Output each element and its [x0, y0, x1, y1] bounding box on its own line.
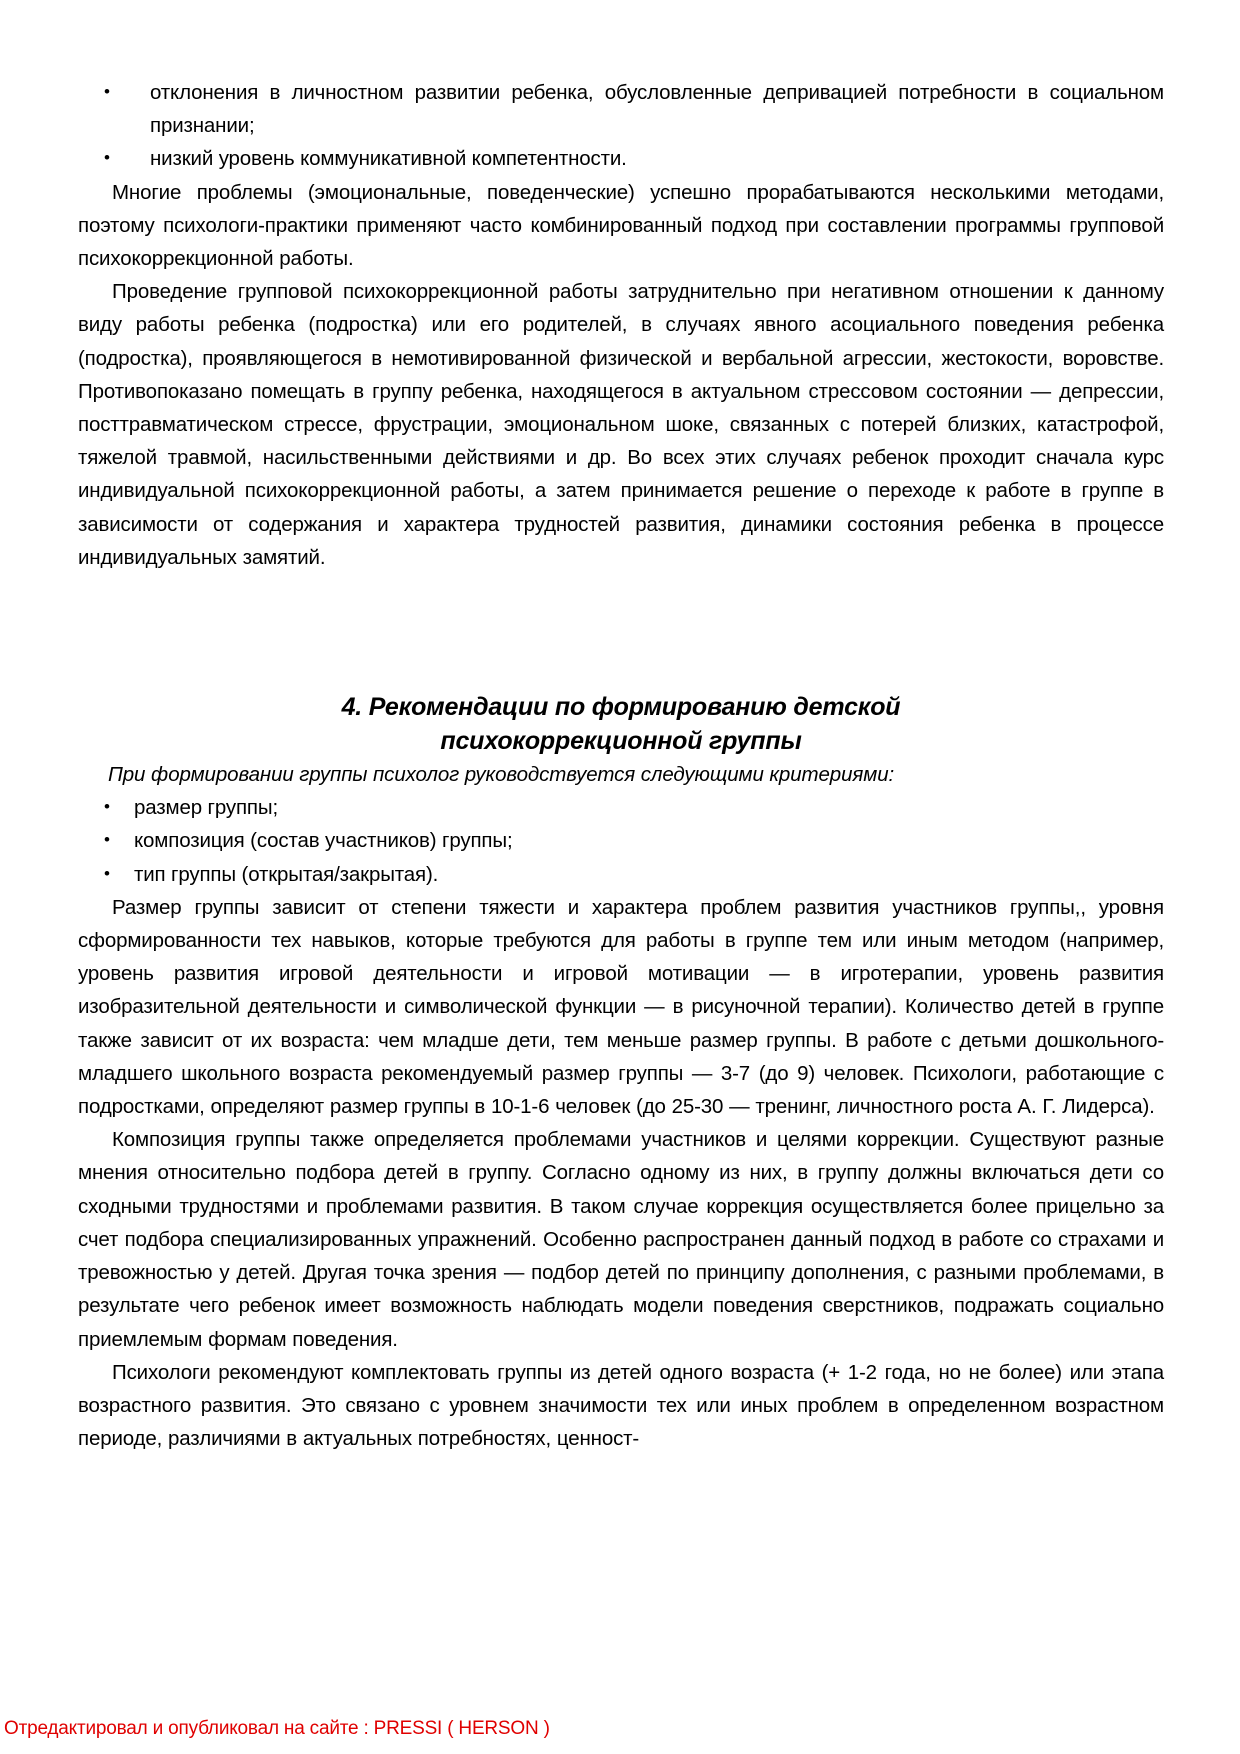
paragraph-group-composition: Композиция группы также определяется проблемами участников и целями коррекции. Существуют разные мнения относительно подбора детей в группу. Согласно одному из них, в группу должны включаться дети со сходными трудностями и проблемами развития. В таком случае коррекция осуществляется более прицельно за счет подбора специализированных упражнений. Особенно распространен данный подход в работе со страхами и тревожностью у детей. Другая точка зрения — подбор детей по принципу дополнения, с разными проблемами, в результате чего ребенок имеет возможность наблюдать модели поведения сверстников, подражать социально приемлемым формам поведения.	[78, 1128, 1164, 1351]
paragraph-methods: Многие проблемы (эмоциональные, поведенческие) успешно прорабатываются несколькими методами, поэтому психологи-практики применяют часто комбинированный подход при составлении программы групповой психокоррекционной работы.	[78, 180, 1164, 271]
list-item: • композиция (состав участников) группы;	[78, 824, 1164, 857]
heading-line-1: 4. Рекомендации по формированию детской	[341, 693, 901, 722]
intro-bullet-list	[78, 76, 1164, 176]
paragraph-age-grouping: Психологи рекомендуют комплектовать группы из детей одного возраста (+ 1-2 года, но не более) или этапа возрастного развития. Это связано с уровнем значимости тех или иных проблем в определенном возрастном периоде, различиями в актуальных потребностях, ценност-	[78, 1360, 1164, 1451]
list-item: • размер группы;	[78, 791, 1164, 824]
list-item: • тип группы (открытая/закрытая).	[78, 858, 1164, 891]
paragraph-group-size: Размер группы зависит от степени тяжести и характера проблем развития участников группы,, уровня сформированности тех навыков, которые требуются для работы в группе тем или иным методом (например, уровень развития игровой деятельности и игровой мотивации — в игротерапии, уровень развития изобразительной деятельности и символической функции — в рисуночной терапии). Количество детей в группе также зависит от их возраста: чем младше дети, тем меньше размер группы. В работе с детьми дошкольного-младшего школьного возраста рекомендуемый размер группы — 3-7 (до 9) человек. Психологи, работающие с подростками, определяют размер группы в 10-1-6 человек (до 25-30 — тренинг, личностного роста А. Г. Лидерса).	[78, 895, 1164, 1119]
section-heading	[78, 690, 1164, 758]
publisher-footer-note: Отредактировал и опубликовал на сайте : PRESSI ( HERSON )	[4, 1718, 550, 1739]
criteria-intro: При формировании группы психолог руководствуется следующими критериями:	[108, 763, 895, 787]
page-content	[78, 76, 1164, 1455]
paragraph-contraindications: Проведение групповой психокоррекционной работы затруднительно при негативном отношении к данному виду работы ребенка (подростка) или его родителей, в случаях явного асоциального поведения ребенка (подростка), проявляющегося в немотивированной физической и вербальной агрессии, жестокости, воровстве. Противопоказано помещать в группу ребенка, находящегося в актуальном стрессовом состоянии — депрессии, посттравматическом стрессе, фрустрации, эмоциональном шоке, связанных с потерей близких, катастрофой, тяжелой травмой, насильственными действиями и др. Во всех этих случаях ребенок проходит сначала курс индивидуальной психокоррекционной работы, а затем принимается решение о переходе к работе в группе в зависимости от содержания и характера трудностей развития, динамики состояния ребенка в процессе индивидуальных замятий.	[78, 280, 1164, 569]
list-item: • отклонения в личностном развитии ребенка, обусловленные депривацией потребности в социальном признании;	[78, 76, 1164, 142]
heading-line-2: психокоррекционной группы	[440, 727, 802, 756]
section-spacer	[78, 574, 1164, 690]
criteria-bullet-list	[78, 791, 1164, 891]
list-item: • низкий уровень коммуникативной компетентности.	[78, 142, 1164, 175]
